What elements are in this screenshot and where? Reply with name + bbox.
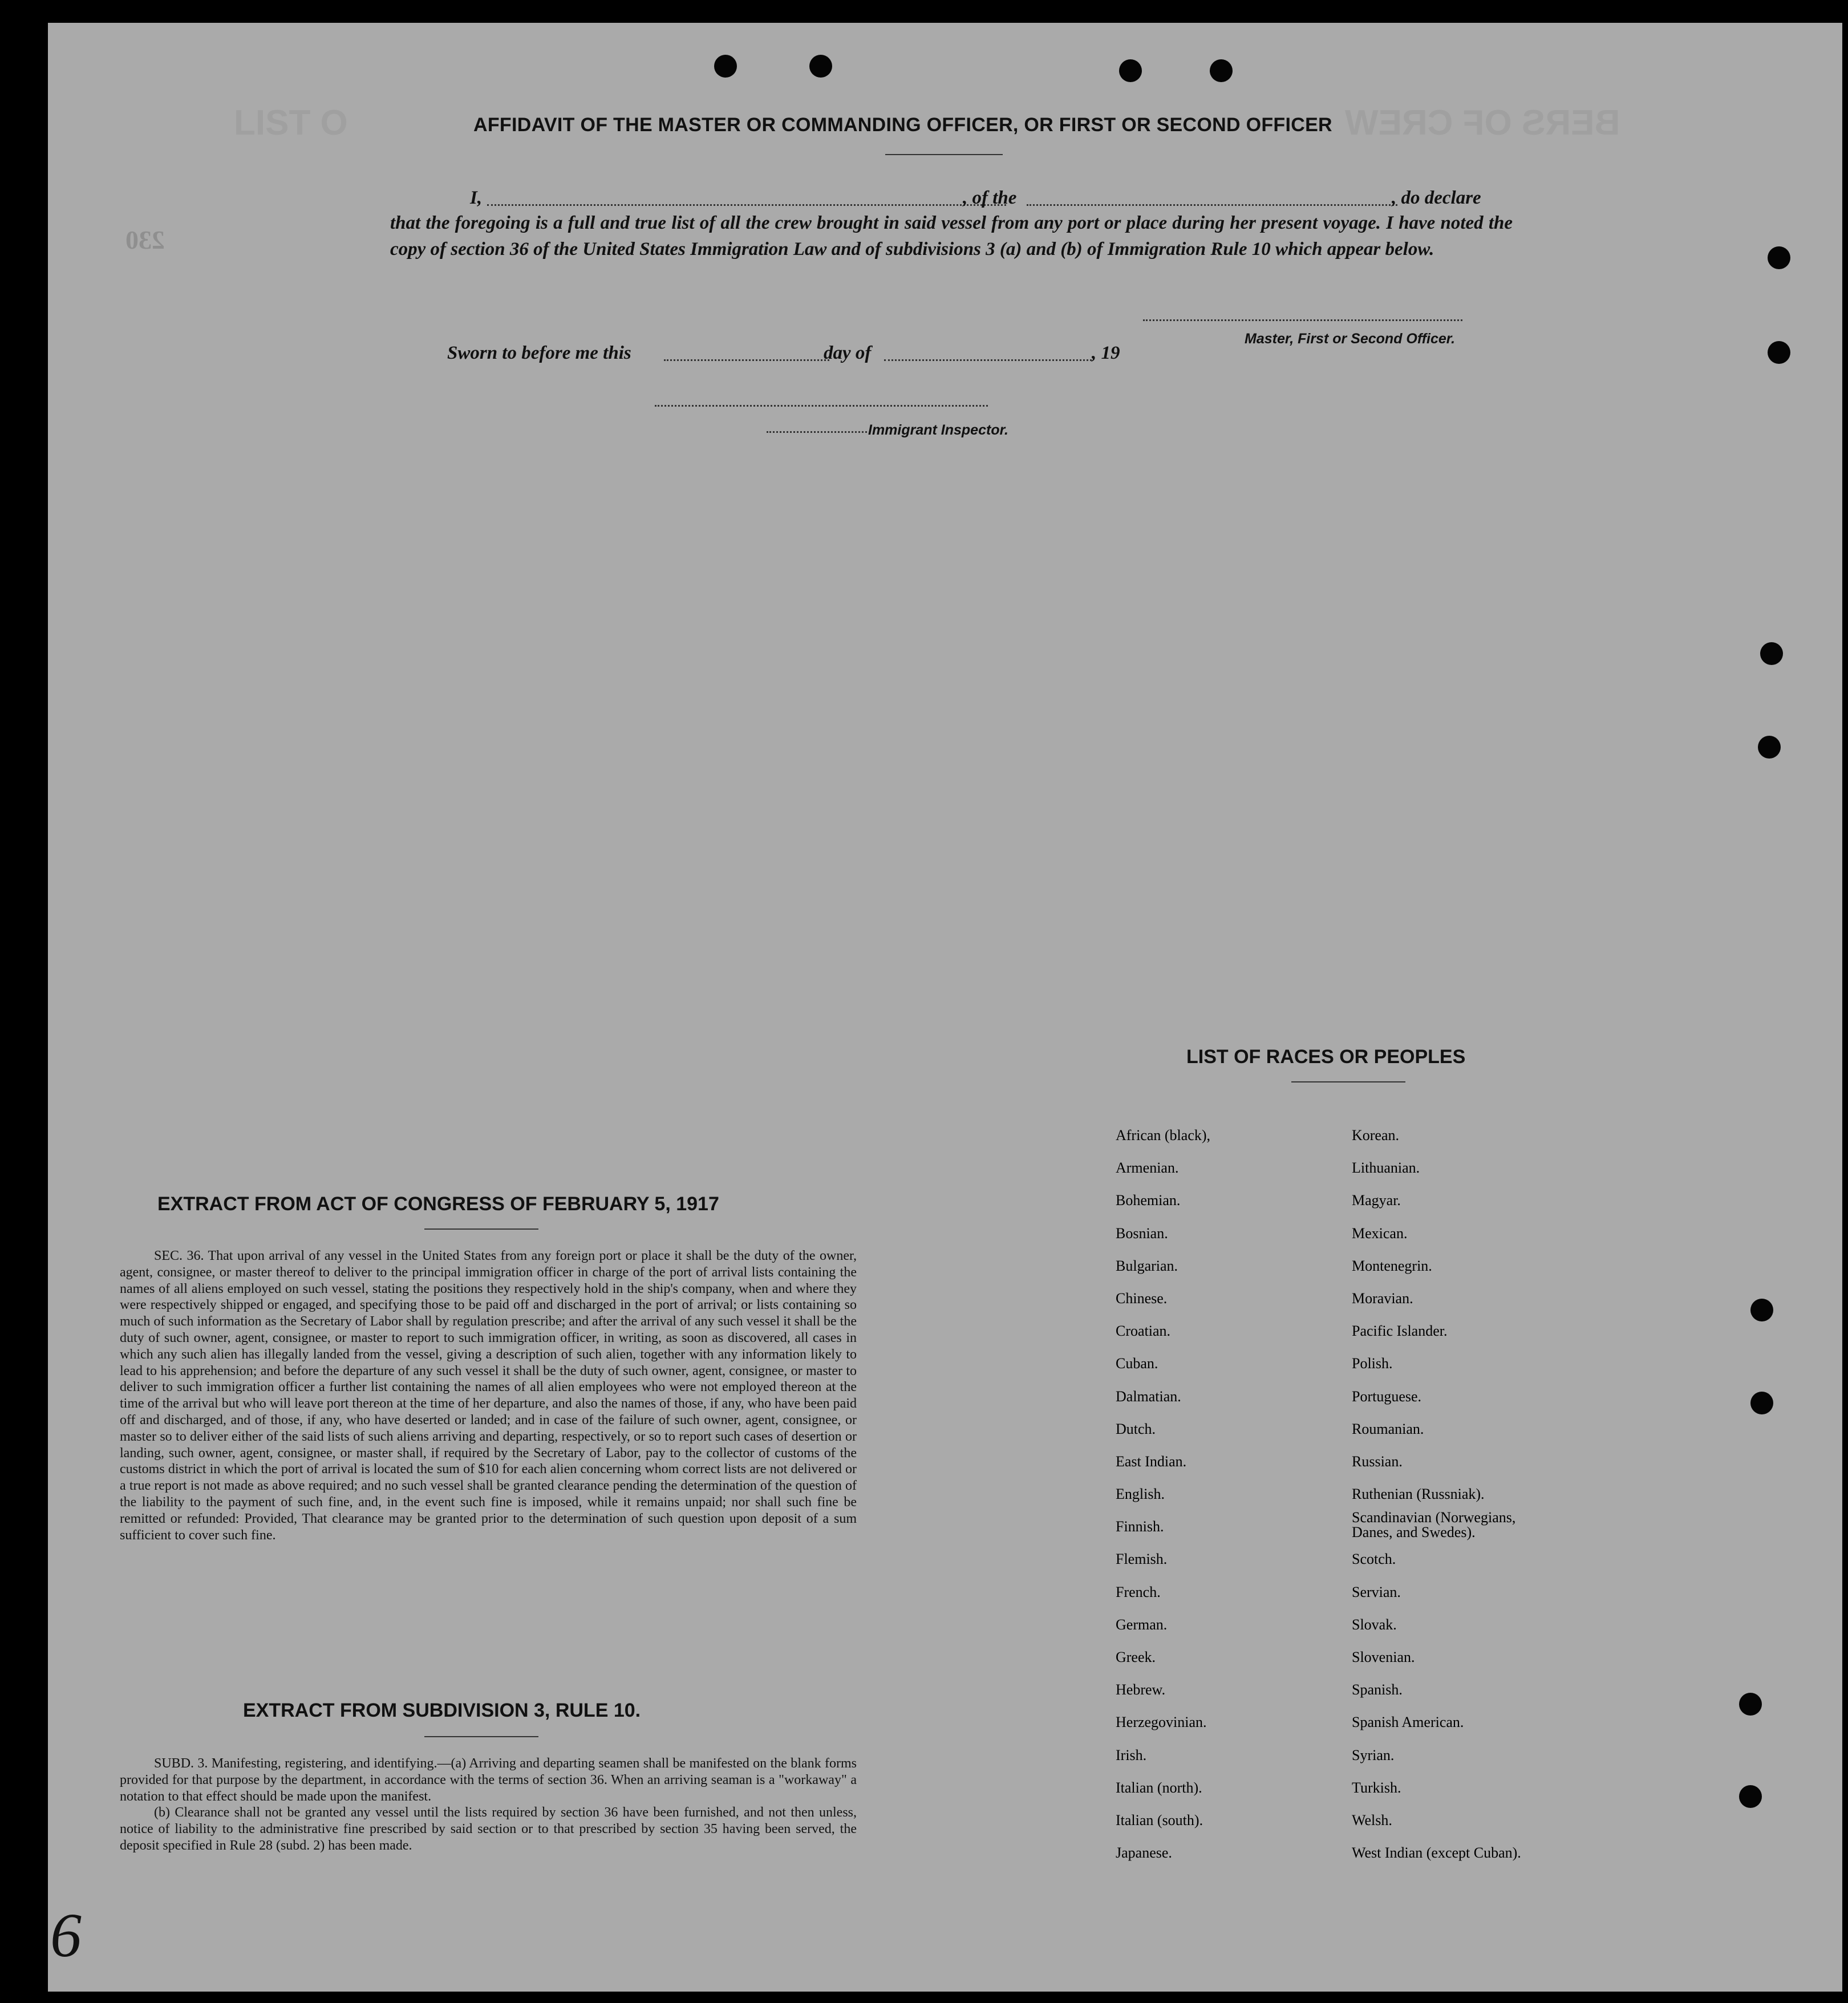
race-item: Montenegrin. <box>1352 1257 1432 1274</box>
rule-divider <box>424 1736 538 1737</box>
races-right-column <box>1352 1119 1546 1869</box>
punch-hole <box>1750 1392 1773 1414</box>
punch-hole <box>1210 59 1233 82</box>
race-item: Italian (north). <box>1116 1779 1202 1796</box>
punch-hole <box>1750 1299 1773 1321</box>
act-divider <box>424 1228 538 1230</box>
affidavit-i-label: I, <box>470 188 483 208</box>
race-item: Russian. <box>1352 1453 1403 1470</box>
race-item: Servian. <box>1352 1583 1401 1600</box>
name-blank[interactable] <box>487 204 1006 206</box>
race-item: Spanish American. <box>1352 1714 1464 1731</box>
punch-hole <box>809 55 832 78</box>
races-divider <box>1291 1081 1405 1082</box>
race-item: Mexican. <box>1352 1224 1408 1242</box>
race-item: Ruthenian (Russniak). <box>1352 1486 1485 1503</box>
race-item: West Indian (except Cuban). <box>1352 1844 1521 1862</box>
race-item: English. <box>1116 1486 1165 1503</box>
subdivision-b-paragraph: (b) Clearance shall not be granted any vessel until the lists required by section 36 have been furnished, and not then unless, notice of liability to the administrative fine prescribed by said section or to that prescribed by section 35 having been served, the deposit specified in Rule 28 (subd. 2) has been made. <box>120 1805 857 1853</box>
section-36-paragraph: SEC. 36. That upon arrival of any vessel in the United States from any foreign port or place it shall be the duty of the owner, agent, consignee, or master thereof to deliver to the principal immigration officer in charge of the port of arrival lists containing the names of all aliens employed on such vessel, stating the positions they respectively hold in the ship's company, when and where they were respectively shipped or engaged, and specifying those to be paid off and discharged in the port of arrival; or lists containing so much of such information as the Secretary of Labor shall by regulation prescribe; and after the arrival of any such vessel it shall be the duty of such owner, agent, consignee, or master to report to such immigration officer, in writing, as soon as discovered, all cases in which any such alien has illegally landed from the vessel, giving a description of such alien, together with any information likely to lead to his apprehension; and before the departure of any such vessel it shall be the duty of such owner, agent, consignee, or master to deliver to such immigration officer a further list containing the names of all alien employees who were not employed thereon at the time of the arrival but who will leave port thereon at the time of her departure, and also the names of those, if any, who have been paid off and discharged, and of those, if any, who have deserted or landed; and in case of the failure of such owner, agent, consignee, or master so to deliver either of the said lists of such aliens arriving and departing, respectively, or so to report such cases of desertion or landing, such owner, agent, consignee, or master shall, if required by the Secretary of Labor, pay to the collector of customs of the customs district in which the port of arrival is located the sum of $10 for each alien concerning whom correct lists are not delivered or a true report is not made as above required; and no such vessel shall be granted clearance pending the determination of the question of the liability to the payment of such fine, and, in the event such fine is imposed, while it remains unpaid; nor shall such fine be remitted or refunded: Provided, That clearance may be granted prior to the determination of such question upon deposit of a sum sufficient to cover such fine. <box>120 1248 857 1543</box>
race-item: Finnish. <box>1116 1518 1164 1535</box>
master-signature-blank[interactable] <box>1143 319 1462 321</box>
race-item: Pacific Islander. <box>1352 1323 1448 1340</box>
handwritten-number: 6 <box>50 1900 82 1970</box>
punch-hole <box>1739 1785 1762 1808</box>
year-label: , 19 <box>1092 343 1120 363</box>
race-item: Bohemian. <box>1116 1192 1181 1209</box>
race-item: Slovak. <box>1352 1616 1397 1633</box>
race-item: Dalmatian. <box>1116 1388 1181 1405</box>
affidavit-body: that the foregoing is a full and true list of all the crew brought in said vessel from any port or place during her present voyage. I have noted the copy of section 36 of the United States Immigration Law and of subdivisions 3 (a) and (b) of Immigration Rule 10 which appear below. <box>390 213 1513 260</box>
race-item: Bosnian. <box>1116 1224 1168 1242</box>
inspector-signature-blank-2[interactable] <box>767 431 867 433</box>
inspector-signature-blank[interactable] <box>655 405 988 407</box>
master-signature-label: Master, First or Second Officer. <box>1245 331 1456 347</box>
affidavit-heading: AFFIDAVIT OF THE MASTER OR COMMANDING OFFICER, OR FIRST OR SECOND OFFICER <box>473 114 1332 136</box>
race-item: East Indian. <box>1116 1453 1187 1470</box>
race-item: Polish. <box>1352 1355 1393 1372</box>
sworn-label: Sworn to before me this <box>447 343 631 363</box>
punch-hole <box>1119 59 1142 82</box>
race-item: French. <box>1116 1583 1161 1600</box>
affidavit-do-declare-label: , do declare <box>1392 188 1481 208</box>
race-item: Scotch. <box>1352 1551 1396 1568</box>
race-item: Chinese. <box>1116 1290 1168 1307</box>
race-item: Spanish. <box>1352 1681 1403 1698</box>
race-item: Syrian. <box>1352 1746 1395 1763</box>
subdivision-a-paragraph: SUBD. 3. Manifesting, registering, and identifying.—(a) Arriving and departing seamen shall be manifested on the blank forms provided for that purpose by the department, in accordance with the terms of section 36. When an arriving seaman is a "workaway" a notation to that effect should be made upon the manifest. <box>120 1756 857 1804</box>
races-title: LIST OF RACES OR PEOPLES <box>1186 1046 1466 1068</box>
race-item: Dutch. <box>1116 1420 1156 1437</box>
race-item: Cuban. <box>1116 1355 1158 1372</box>
race-item: Moravian. <box>1352 1290 1413 1307</box>
race-item: Italian (south). <box>1116 1811 1203 1828</box>
sworn-day-blank[interactable] <box>664 359 829 361</box>
affidavit-of-the-label: , of the <box>963 188 1017 208</box>
race-item: Flemish. <box>1116 1551 1168 1568</box>
race-item: Korean. <box>1352 1127 1400 1144</box>
race-item: Turkish. <box>1352 1779 1401 1796</box>
race-item: Magyar. <box>1352 1192 1401 1209</box>
bleed-through-heading-left: LIST O <box>234 103 348 143</box>
day-of-label: day of <box>824 343 872 363</box>
bleed-through-heading-right: BERS OF CREW <box>1345 103 1620 143</box>
race-item: Welsh. <box>1352 1811 1392 1828</box>
document-page <box>48 23 1842 1992</box>
race-item: German. <box>1116 1616 1168 1633</box>
punch-hole <box>1768 341 1790 364</box>
race-item: Slovenian. <box>1352 1649 1415 1665</box>
sworn-month-blank[interactable] <box>884 359 1092 361</box>
race-item: Lithuanian. <box>1352 1159 1420 1177</box>
act-extract-text <box>120 1248 857 1543</box>
race-item: Irish. <box>1116 1746 1147 1763</box>
punch-hole <box>1768 246 1790 269</box>
race-item: Portuguese. <box>1352 1388 1422 1405</box>
races-left-column <box>1116 1119 1210 1869</box>
race-item: Roumanian. <box>1352 1420 1424 1437</box>
race-item: Greek. <box>1116 1649 1156 1665</box>
race-item: Armenian. <box>1116 1159 1179 1177</box>
act-extract-title: EXTRACT FROM ACT OF CONGRESS OF FEBRUARY 5, 1917 <box>157 1193 719 1215</box>
punch-hole <box>714 55 737 78</box>
inspector-label: Immigrant Inspector. <box>868 422 1008 438</box>
race-item: Scandinavian (Norwegians, Danes, and Swedes). <box>1352 1509 1516 1541</box>
race-item: Japanese. <box>1116 1844 1172 1862</box>
punch-hole <box>1739 1693 1762 1716</box>
punch-hole <box>1760 642 1783 665</box>
race-item: Herzegovinian. <box>1116 1714 1207 1731</box>
heading-divider <box>885 154 1003 155</box>
punch-hole <box>1758 736 1781 759</box>
race-item: African (black), <box>1116 1127 1211 1144</box>
vessel-blank[interactable] <box>1027 204 1397 206</box>
race-item: Croatian. <box>1116 1323 1171 1340</box>
stamp-number: 230 <box>125 225 165 254</box>
race-item: Hebrew. <box>1116 1681 1166 1698</box>
rule-extract-title: EXTRACT FROM SUBDIVISION 3, RULE 10. <box>243 1700 641 1721</box>
rule-extract-text <box>120 1755 857 1854</box>
race-item: Bulgarian. <box>1116 1257 1178 1274</box>
